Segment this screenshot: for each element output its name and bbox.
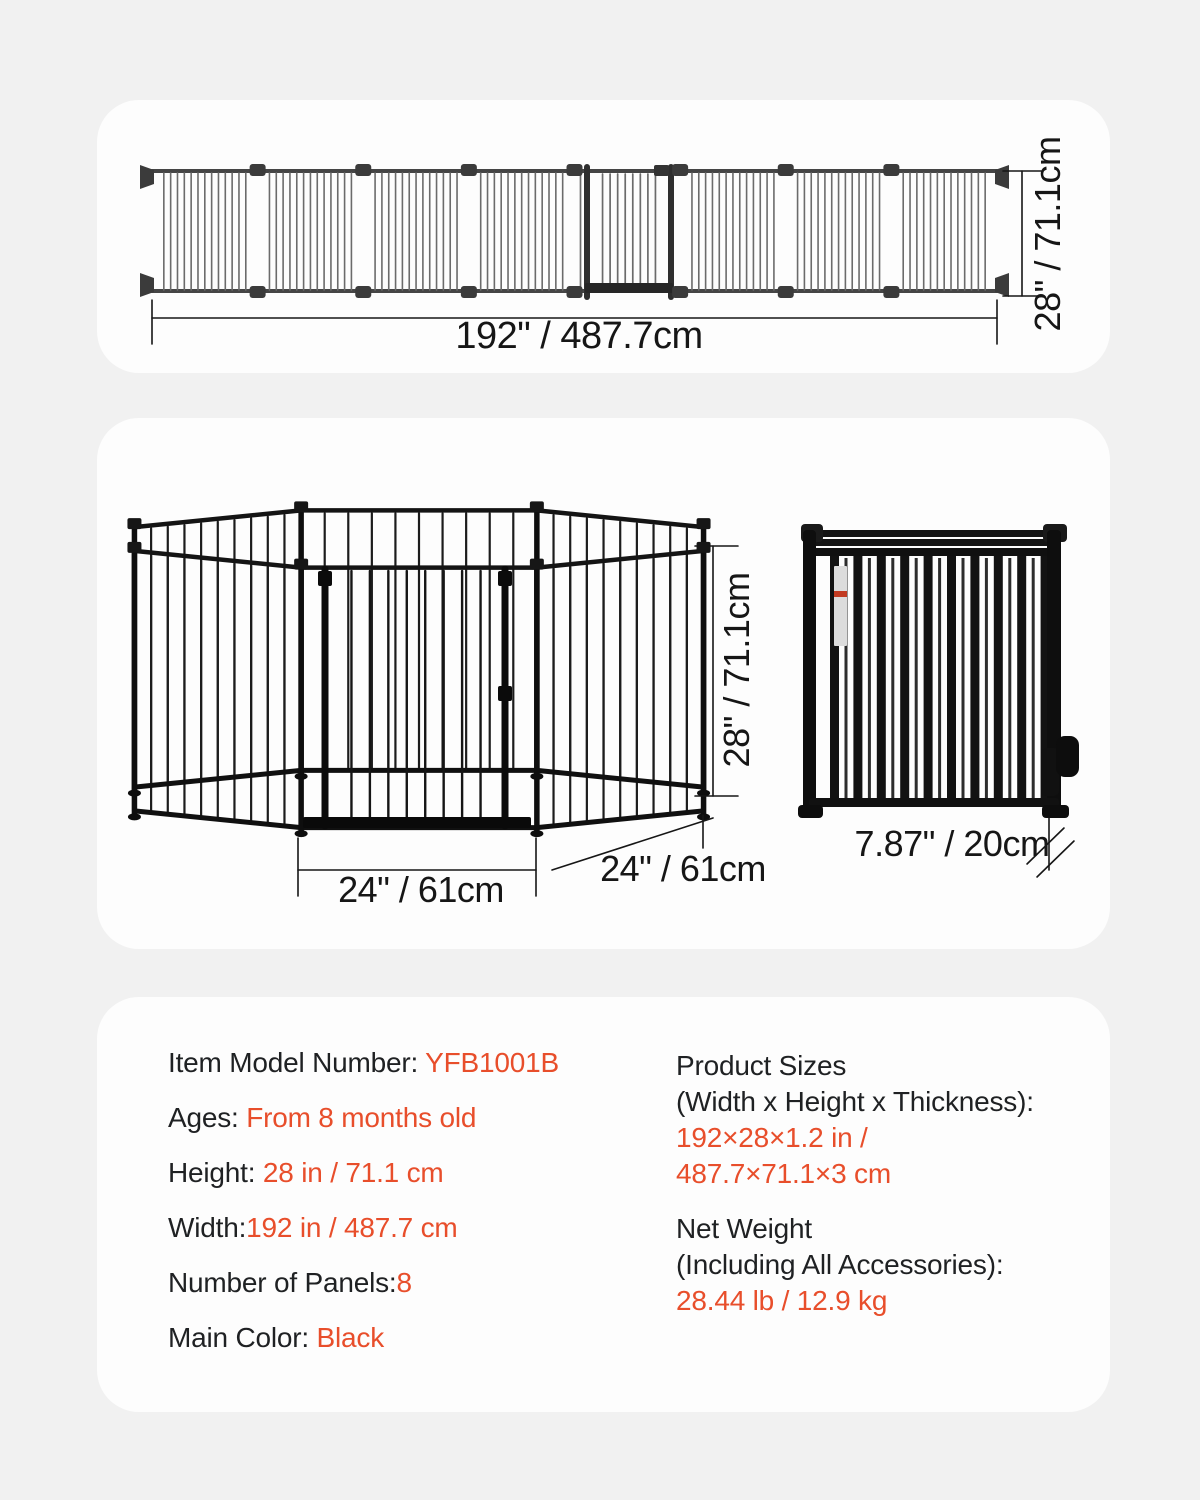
- spec-row-number-of-panels: [168, 1268, 638, 1298]
- spec-value-line: 192×28×1.2 in /: [676, 1122, 868, 1153]
- assembled-view-card: [97, 418, 1110, 949]
- spec-value: 192 in / 487.7 cm: [246, 1212, 458, 1243]
- specifications-card: [97, 997, 1110, 1412]
- flat-fence-drawing: [140, 164, 1009, 298]
- spec-value: YFB1001B: [425, 1047, 559, 1078]
- spec-label-line: Net Weight: [676, 1213, 812, 1244]
- spec-label: Number of Panels:: [168, 1267, 397, 1298]
- playpen-height-dimension-label: 28" / 71.1cm: [716, 572, 757, 768]
- flat-height-dimension-label: 28" / 71.1cm: [1027, 136, 1068, 332]
- spec-row-main-color: [168, 1323, 638, 1353]
- spec-column-right: [676, 1048, 1096, 1338]
- spec-label-line: (Including All Accessories):: [676, 1249, 1004, 1280]
- spec-value: From 8 months old: [246, 1102, 477, 1133]
- spec-value-line: 28.44 lb / 12.9 kg: [676, 1285, 888, 1316]
- playpen-side-width-dimension-label: 24" / 61cm: [600, 848, 766, 889]
- folded-thickness-dimension-label: 7.87" / 20cm: [854, 823, 1050, 864]
- flat-width-dimension-label: 192" / 487.7cm: [455, 315, 703, 357]
- playpen-drawing: [127, 501, 710, 837]
- spec-row-width: [168, 1213, 638, 1243]
- spec-block-net-weight: [676, 1211, 1096, 1319]
- spec-value-line: 487.7×71.1×3 cm: [676, 1158, 891, 1189]
- folded-panels-drawing: [798, 524, 1079, 818]
- spec-label: Width:: [168, 1212, 247, 1243]
- spec-label: Ages:: [168, 1102, 247, 1133]
- spec-value: 8: [396, 1267, 412, 1298]
- spec-row-item-model-number: [168, 1048, 638, 1078]
- spec-label: Item Model Number:: [168, 1047, 426, 1078]
- spec-label: Height:: [168, 1157, 263, 1188]
- playpen-front-width-dimension-label: 24" / 61cm: [338, 869, 504, 910]
- spec-label-line: Product Sizes: [676, 1050, 847, 1081]
- spec-value: Black: [316, 1322, 385, 1353]
- spec-label-line: (Width x Height x Thickness):: [676, 1086, 1034, 1117]
- spec-label: Main Color:: [168, 1322, 317, 1353]
- spec-row-height: [168, 1158, 638, 1188]
- flat-fence-diagram: [97, 100, 1110, 373]
- flat-fence-card: [97, 100, 1110, 373]
- spec-column-left: [168, 1048, 638, 1378]
- spec-value: 28 in / 71.1 cm: [262, 1157, 444, 1188]
- assembled-view-diagram: [97, 418, 1110, 949]
- spec-row-ages: [168, 1103, 638, 1133]
- spec-block-product-sizes: [676, 1048, 1096, 1192]
